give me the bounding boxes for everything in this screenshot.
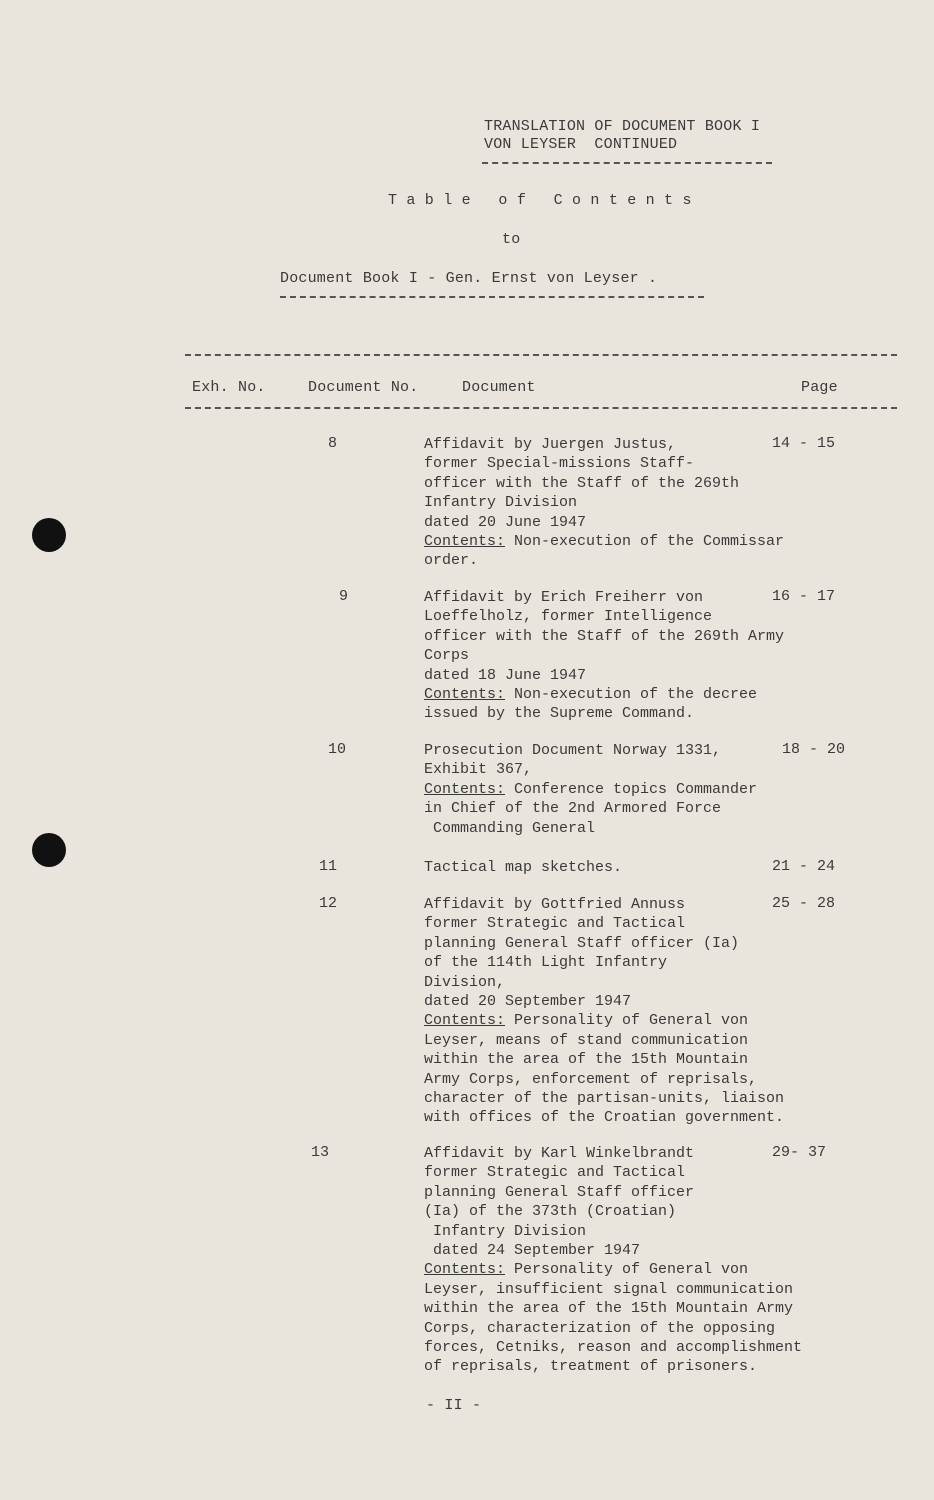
contents-text: Personality of General von [505,1261,749,1279]
entry-contents-line [424,1089,844,1108]
contents-text: with offices of the Croatian government. [424,1109,785,1127]
entry-pages: 16 - 17 [772,588,836,605]
col-page: Page [801,379,838,396]
contents-text: Army Corps, enforcement of reprisals, [424,1070,758,1088]
entry-line: Loeffelholz, former Intelligence [424,608,713,626]
entry-pages: 29- 37 [772,1144,827,1161]
entry-contents-line [424,1108,844,1127]
entry-line: planning General Staff officer [424,1183,695,1201]
entry-line: former Strategic and Tactical [424,1164,686,1182]
entry-exh-no: 10 [328,741,347,758]
contents-text: Non-execution of the Commissar [505,533,785,551]
entry-line: Infantry Division [424,1222,587,1240]
entry-line: Tactical map sketches. [424,859,623,876]
entry-contents-line [424,1338,844,1357]
contents-text: forces, Cetniks, reason and accomplishment [424,1339,803,1357]
entry-description [424,741,844,838]
entry-contents-line [424,1070,844,1089]
entry-line: dated 24 September 1947 [424,1242,641,1260]
punch-hole-bottom [32,833,66,867]
entry-pages: 14 - 15 [772,435,836,452]
entry-description [424,858,844,877]
entry-description [424,435,844,571]
entry-line: Corps [424,647,470,665]
entry-line: of the 114th Light Infantry [424,954,668,972]
entry-line: planning General Staff officer (Ia) [424,934,740,952]
page-marker: - II - [426,1397,482,1414]
entry-line: dated 18 June 1947 [424,666,587,684]
contents-label: Contents: [424,533,506,551]
entry-description [424,1144,844,1377]
contents-text: order. [424,552,479,570]
header-rule [482,162,772,164]
entry-line: officer with the Staff of the 269th Army [424,627,785,645]
entry-pages: 18 - 20 [782,741,846,758]
contents-text: character of the partisan-units, liaison [424,1090,785,1108]
contents-text: Leyser, means of stand communication [424,1031,749,1049]
table-header-rule [185,407,897,409]
col-exh-no: Exh. No. [192,379,266,396]
entry-contents-line [424,1280,844,1299]
entry-contents-line [424,1011,844,1030]
entry-line: Prosecution Document Norway 1331, [424,742,722,759]
contents-text: within the area of the 15th Mountain Army [424,1300,794,1318]
entry-description [424,895,844,1128]
entry-contents-line [424,704,844,723]
entry-exh-no: 9 [339,588,349,605]
punch-hole-top [32,518,66,552]
entry-line: dated 20 June 1947 [424,513,587,531]
contents-label: Contents: [424,686,506,704]
book-title: Document Book I - Gen. Ernst von Leyser . [280,270,658,287]
contents-text: within the area of the 15th Mountain [424,1051,749,1069]
contents-label: Contents: [424,1012,506,1030]
entry-contents-line [424,780,844,799]
entry-contents-line [424,819,844,838]
contents-text: Corps, characterization of the opposing [424,1319,776,1337]
entry-exh-no: 8 [328,435,338,452]
contents-text: Commanding General [424,819,596,837]
entry-line: (Ia) of the 373th (Croatian) [424,1203,677,1221]
table-top-rule [185,354,897,356]
col-document: Document [462,379,536,396]
entry-line: former Strategic and Tactical [424,915,686,933]
contents-label: Contents: [424,780,506,798]
entry-line: Affidavit by Juergen Justus, [424,436,677,453]
entry-pages: 25 - 28 [772,895,836,912]
contents-text: Personality of General von [505,1012,749,1030]
contents-text: Non-execution of the decree [505,686,758,704]
entry-line: Affidavit by Karl Winkelbrandt [424,1145,695,1162]
contents-text: Leyser, insufficient signal communication [424,1280,794,1298]
header-line-1: TRANSLATION OF DOCUMENT BOOK I [484,118,761,135]
entry-line: dated 20 September 1947 [424,993,632,1011]
contents-text: of reprisals, treatment of prisoners. [424,1358,758,1376]
col-document-no: Document No. [308,379,419,396]
contents-label: Contents: [424,1261,506,1279]
toc-to: to [502,231,521,248]
entry-contents-line [424,799,844,818]
entry-contents-line [424,1319,844,1338]
entry-line: Affidavit by Gottfried Annuss [424,896,686,913]
entry-contents-line [424,1357,844,1376]
toc-title: T a b l e o f C o n t e n t s [388,192,692,209]
header-line-2: VON LEYSER CONTINUED [484,136,678,153]
entry-exh-no: 13 [311,1144,330,1161]
entry-contents-line [424,1050,844,1069]
entry-line: Division, [424,973,506,991]
entry-contents-line [424,551,844,570]
entry-exh-no: 12 [319,895,338,912]
contents-text: Conference topics Commander [505,780,758,798]
entry-contents-line [424,532,844,551]
entry-contents-line [424,1260,844,1279]
entry-line: officer with the Staff of the 269th [424,474,740,492]
entry-description [424,588,844,724]
entry-contents-line [424,1031,844,1050]
contents-text: in Chief of the 2nd Armored Force [424,800,722,818]
entry-contents-line [424,1299,844,1318]
entry-line: former Special-missions Staff- [424,455,695,473]
book-title-rule [280,296,704,298]
entry-line: Infantry Division [424,494,578,512]
entry-exh-no: 11 [319,858,338,875]
entry-line: Exhibit 367, [424,761,533,779]
entry-contents-line [424,685,844,704]
entry-line: Affidavit by Erich Freiherr von [424,589,704,606]
entry-pages: 21 - 24 [772,858,836,875]
contents-text: issued by the Supreme Command. [424,705,695,723]
